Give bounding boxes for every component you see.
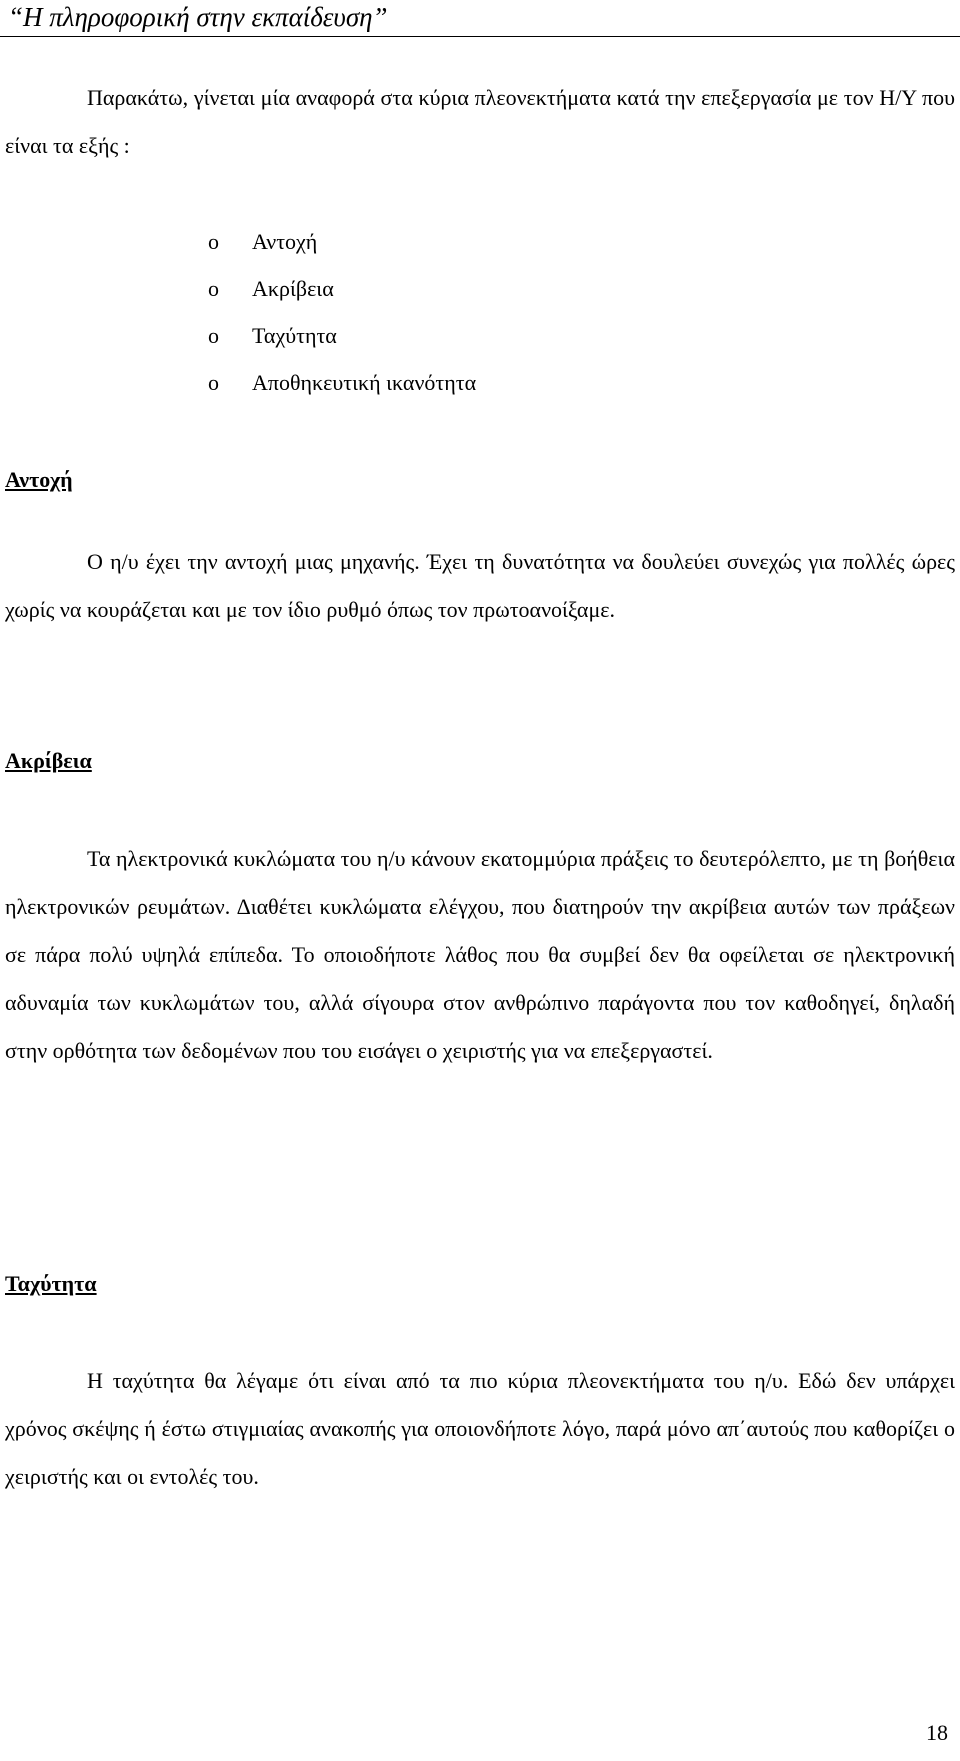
section-paragraph-antoxi: Ο η/υ έχει την αντοχή μιας μηχανής. Έχει τη δυνατότητα να δουλεύει συνεχώς για πολλές ώρες χωρίς να κουράζεται και με τον ίδιο ρυθμό όπως τον πρωτοανοίξαμε. (5, 549, 955, 622)
header-title: “Η πληροφορική στην εκπαίδευση” (8, 2, 388, 32)
list-item (208, 218, 476, 265)
list-item-label: Ακρίβεια (252, 276, 334, 301)
list-item-label: Αποθηκευτική ικανότητα (252, 370, 477, 395)
bullet-marker: o (208, 229, 219, 254)
section-paragraph-taxytita: Η ταχύτητα θα λέγαμε ότι είναι από τα πιο κύρια πλεονεκτήματα του η/υ. Εδώ δεν υπάρχει χρόνος σκέψης ή έστω στιγμιαίας ανακοπής για οποιονδήποτε λόγο, παρά μόνο απ΄αυτούς που καθορίζει ο χειριστής και οι εντολές του. (5, 1368, 955, 1489)
bullet-marker: o (208, 276, 219, 301)
list-item-label: Αντοχή (252, 229, 318, 254)
list-item (208, 359, 476, 406)
section-paragraph-akriveia: Τα ηλεκτρονικά κυκλώματα του η/υ κάνουν εκατομμύρια πράξεις το δευτερόλεπτο, με τη βοήθεια ηλεκτρονικών ρευμάτων. Διαθέτει κυκλώματα ελέγχου, που διατηρούν την ακρίβεια αυτών των πράξεων σε πάρα πολύ υψηλά επίπεδα. Το οποιοδήποτε λάθος που θα συμβεί δεν θα οφείλεται σε ηλεκτρονική αδυναμία των κυκλωμάτων του, αλλά σίγουρα στον ανθρώπινο παράγοντα που τον καθοδηγεί, δηλαδή στην ορθότητα των δεδομένων που του εισάγει ο χειριστής για να επεξεργαστεί. (5, 846, 955, 1063)
bullet-marker: o (208, 323, 219, 348)
list-item-label: Ταχύτητα (252, 323, 337, 348)
intro-paragraph: Παρακάτω, γίνεται μία αναφορά στα κύρια πλεονεκτήματα κατά την επεξεργασία με τον Η/Υ που είναι τα εξής : (5, 85, 955, 158)
list-item (208, 265, 476, 312)
section-heading-akriveia: Ακρίβεια (5, 748, 92, 773)
list-item (208, 312, 476, 359)
page-number: 18 (926, 1720, 948, 1745)
section-heading-taxytita: Ταχύτητα (5, 1271, 97, 1296)
header-divider (0, 36, 960, 37)
section-heading-antoxi: Αντοχή (5, 467, 73, 492)
bullet-marker: o (208, 370, 219, 395)
advantages-list (208, 218, 476, 406)
